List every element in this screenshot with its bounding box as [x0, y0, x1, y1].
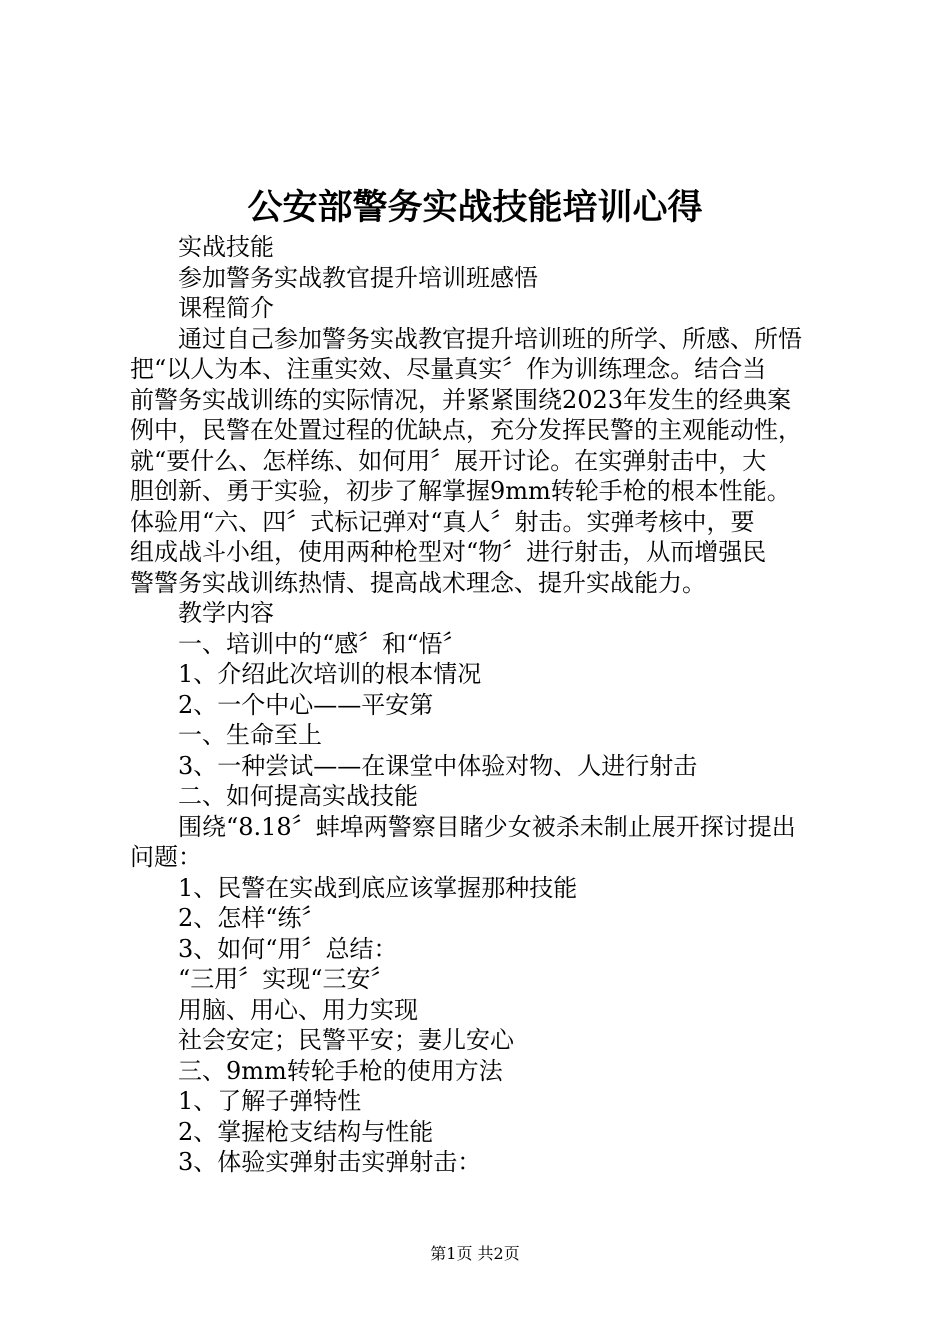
paragraph-line: 社会安定；民警平安；妻儿安心 — [178, 1026, 514, 1054]
paragraph-line: 二、如何提高实战技能 — [178, 782, 418, 810]
paragraph-line: 组成战斗小组，使用两种枪型对“物〞进行射击，从而增强民 — [130, 538, 767, 566]
paragraph-line: 3、体验实弹射击实弹射击： — [178, 1148, 482, 1176]
page-footer: 第1页 共2页 — [430, 1244, 520, 1263]
paragraph-line: 前警务实战训练的实际情况，并紧紧围绕2023年发生的经典案 — [130, 385, 792, 414]
paragraph-line: 3、一种尝试——在课堂中体验对物、人进行射击 — [178, 751, 698, 780]
paragraph-line: 教学内容 — [178, 599, 274, 627]
paragraph-line: 2、一个中心——平安第 — [178, 690, 434, 719]
paragraph-line: 3、如何“用〞总结： — [178, 934, 398, 963]
paragraph-line: 2、怎样“练〞 — [178, 904, 326, 932]
paragraph-line: 1、介绍此次培训的根本情况 — [178, 660, 482, 688]
paragraph-line: 参加警务实战教官提升培训班感悟 — [178, 263, 538, 292]
paragraph-line: 胆创新、勇于实验，初步了解掌握9mm转轮手枪的根本性能。 — [130, 477, 791, 505]
paragraph-line: 体验用“六、四〞式标记弹对“真人〞射击。实弹考核中，要 — [130, 507, 755, 536]
paragraph-line: 三、9mm转轮手枪的使用方法 — [178, 1056, 503, 1085]
paragraph-line: 一、生命至上 — [178, 721, 322, 749]
paragraph-line: 1、了解子弹特性 — [178, 1087, 362, 1115]
paragraph-line: 2、掌握枪支结构与性能 — [178, 1117, 434, 1146]
paragraph-line: “三用〞实现“三安〞 — [178, 965, 395, 993]
paragraph-line: 通过自己参加警务实战教官提升培训班的所学、所感、所悟 — [178, 324, 802, 353]
paragraph-line: 实战技能 — [178, 233, 274, 261]
paragraph-line: 问题： — [130, 843, 202, 871]
paragraph-line: 课程简介 — [178, 294, 274, 322]
paragraph-line: 例中，民警在处置过程的优缺点，充分发挥民警的主观能动性， — [130, 416, 802, 444]
paragraph-line: 用脑、用心、用力实现 — [178, 995, 418, 1024]
paragraph-line: 就“要什么、怎样练、如何用〞展开讨论。在实弹射击中，大 — [130, 446, 767, 475]
paragraph-line: 把“以人为本、注重实效、尽量真实〞作为训练理念。结合当 — [130, 355, 767, 383]
document-body — [130, 232, 845, 1178]
paragraph-line: 一、培训中的“感〞和“悟〞 — [178, 629, 467, 658]
paragraph-line: 警警务实战训练热情、提高战术理念、提升实战能力。 — [130, 568, 706, 597]
paragraph-line: 1、民警在实战到底应该掌握那种技能 — [178, 873, 578, 902]
page-title: 公安部警务实战技能培训心得 — [247, 187, 703, 228]
paragraph-line: 围绕“8.18〞蚌埠两警察目睹少女被杀未制止展开探讨提出 — [178, 812, 796, 841]
